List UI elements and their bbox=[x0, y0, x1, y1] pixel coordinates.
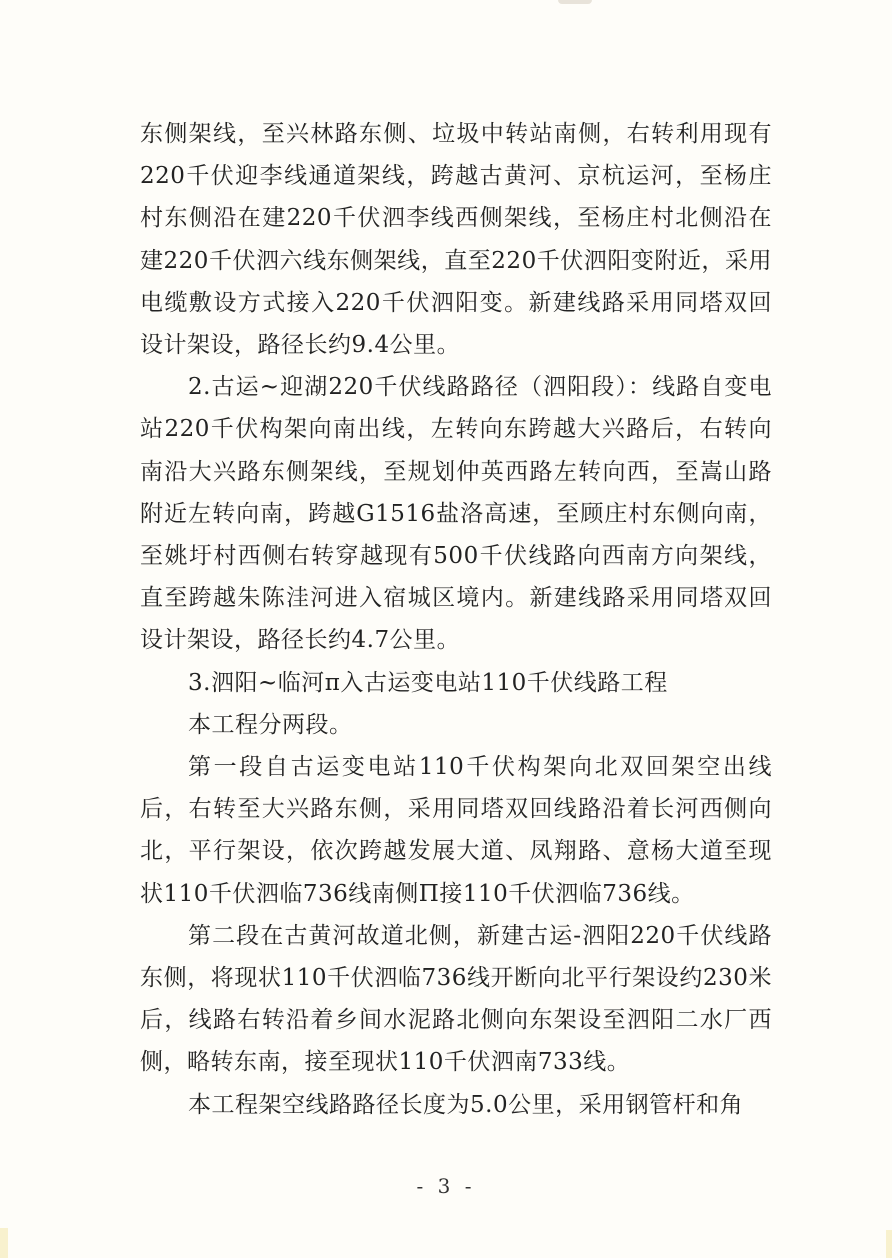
paragraph-segment-2: 第二段在古黄河故道北侧，新建古运-泗阳220千伏线路东侧，将现状110千伏泗临736线开断向北平行架设约230米后，线路右转沿着乡间水泥路北侧向东架设至泗阳二水厂西侧，略转东南，接至现状110千伏泗南733线。 bbox=[140, 922, 772, 1076]
paragraph-two-segments: 本工程分两段。 bbox=[188, 711, 353, 738]
section-heading-3: 3.泗阳~临河π入古运变电站110千伏线路工程 bbox=[188, 669, 668, 696]
scan-edge-right bbox=[886, 1230, 892, 1258]
paragraph-route-2: 2.古运~迎湖220千伏线路路径（泗阳段）：线路自变电站220千伏构架向南出线，左转向东跨越大兴路后，右转向南沿大兴路东侧架线，至规划仲英西路左转向西，至嵩山路附近左转向南，跨越G1516盐洛高速，至顾庄村东侧向南，至姚圩村西侧右转穿越现有500千伏线路向西南方向架线，直至跨越朱陈洼河进入宿城区境内。新建线路采用同塔双回设计架设，路径长约4.7公里。 bbox=[140, 374, 772, 654]
paragraph-continuation: 东侧架线，至兴林路东侧、垃圾中转站南侧，右转利用现有220千伏迎李线通道架线，跨越古黄河、京杭运河，至杨庄村东侧沿在建220千伏泗李线西侧架线，至杨庄村北侧沿在建220千伏泗六线东侧架线，直至220千伏泗阳变附近，采用电缆敷设方式接入220千伏泗阳变。新建线路采用同塔双回设计架设，路径长约9.4公里。 bbox=[140, 121, 772, 359]
scan-edge-left bbox=[0, 1228, 8, 1258]
paragraph-overhead-length: 本工程架空线路路径长度为5.0公里，采用钢管杆和角 bbox=[188, 1091, 744, 1118]
scan-artifact bbox=[558, 0, 592, 4]
document-body bbox=[140, 113, 772, 1126]
page-number: - 3 - bbox=[416, 1174, 476, 1198]
paragraph-segment-1: 第一段自古运变电站110千伏构架向北双回架空出线后，右转至大兴路东侧，采用同塔双回线路沿着长河西侧向北，平行架设，依次跨越发展大道、凤翔路、意杨大道至现状110千伏泗临736线南侧Π接110千伏泗临736线。 bbox=[140, 754, 772, 907]
